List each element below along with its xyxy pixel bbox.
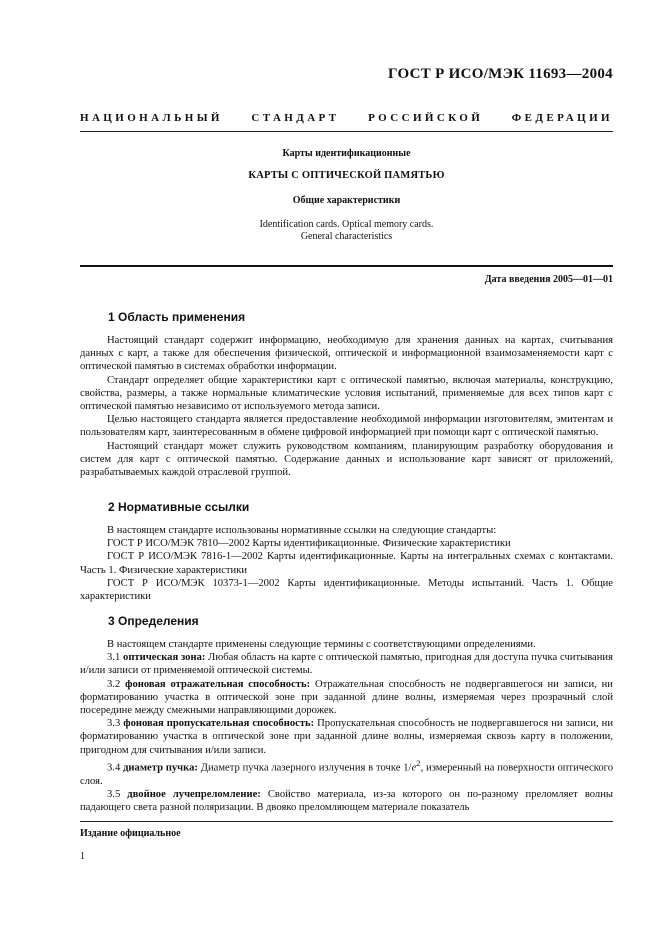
paragraph: Стандарт определяет общие характеристики карт с оптической памятью, включая материалы, конструкцию, свойства, размеры, а также нормальные климатические условия испытаний, применяемые для всех типов карт с оптической памятью независимо от используемого метода записи. <box>80 374 613 413</box>
national-standard-banner: НАЦИОНАЛЬНЫЙ СТАНДАРТ РОССИЙСКОЙ ФЕДЕРАЦИИ <box>80 112 613 124</box>
paragraph: Настоящий стандарт может служить руководством компаниям, планирующим разработку оборудования и систем для карт с оптической памятью. Содержание данных и использование карт зависят от приложений, разрабатываемых каждой отраслевой группой. <box>80 440 613 479</box>
section-2-heading: 2 Нормативные ссылки <box>108 500 250 514</box>
reference-item: ГОСТ Р ИСО/МЭК 7810—2002 Карты идентификационные. Физические характеристики <box>107 538 511 550</box>
paragraph: Целью настоящего стандарта является предоставление необходимой информации изготовителям, эмитентам и пользователям карт, заинтересованным в обмене цифровой информацией при помощи карт с оптической памятью. <box>80 414 613 439</box>
section-2-body <box>80 524 613 603</box>
english-title-line-1: Identification cards. Optical memory cards. <box>259 219 434 230</box>
section-3-heading: 3 Определения <box>108 614 199 628</box>
definition-term: диаметр пучка: <box>123 762 198 774</box>
definition-number: 3.5 <box>107 788 121 800</box>
title-rule <box>80 265 613 267</box>
definition-number: 3.4 <box>107 762 121 774</box>
definition-text: Отражательная способность не подвергавшегося ни записи, ни форматированию участка в оптической зоне при заданной длине волны, измеряемая через прозрачный слой посередине между смежными направляющими дорожек. <box>80 678 613 717</box>
footer-rule <box>80 821 613 822</box>
section-1-body <box>80 334 613 479</box>
paragraph: В настоящем стандарте использованы нормативные ссылки на следующие стандарты: <box>107 525 497 536</box>
gost-code: ГОСТ Р ИСО/МЭК 11693—2004 <box>388 66 613 82</box>
definition-item <box>80 651 613 677</box>
definition-number: 3.1 <box>107 652 121 664</box>
english-title <box>80 219 613 243</box>
definition-term: оптическая зона: <box>123 652 206 664</box>
paragraph: Настоящий стандарт содержит информацию, необходимую для хранения данных на картах, считывания данных с карт, а также для обеспечения физической, оптической и информационной взаимозаменяемости карт с оптической памятью в системах обработки информации. <box>80 335 613 373</box>
english-title-line-2: General characteristics <box>300 231 393 242</box>
section-3-body <box>80 638 613 814</box>
definition-text-cont: , измеренный на поверхности оптического слоя. <box>80 762 614 787</box>
definition-term: двойное лучепреломление: <box>127 788 261 800</box>
intro-date: Дата введения 2005—01—01 <box>484 274 613 285</box>
edition-label: Издание официальное <box>80 828 181 839</box>
definition-text: Диаметр пучка лазерного излучения в точке 1/ <box>200 762 412 774</box>
definition-item <box>80 678 613 718</box>
definition-item <box>80 788 613 814</box>
header-rule <box>80 131 613 132</box>
math-e: e <box>411 762 417 774</box>
section-1-heading: 1 Область применения <box>108 310 246 324</box>
reference-item: ГОСТ Р ИСО/МЭК 7816-1—2002 Карты идентификационные. Карты на интегральных схемах с контактами. Часть 1. Физические характеристики <box>80 551 613 576</box>
definition-item <box>80 757 613 788</box>
definition-term: фоновая отражательная способность: <box>125 678 311 690</box>
reference-item: ГОСТ Р ИСО/МЭК 10373-1—2002 Карты идентификационные. Методы испытаний. Часть 1. Общие характеристики <box>80 577 613 603</box>
definition-number: 3.2 <box>107 678 121 690</box>
document-subtitle: Общие характеристики <box>292 195 401 206</box>
definition-term: фоновая пропускательная способность: <box>123 718 315 730</box>
page-number: 1 <box>80 851 85 862</box>
definition-text: Свойство материала, из-за которого он по-разному преломляет волны падающего света разной поляризации. В двояко преломляющем материале показатель <box>80 788 613 813</box>
math-exponent: 2 <box>416 757 421 768</box>
series-title: Карты идентификационные <box>282 148 411 159</box>
paragraph: В настоящем стандарте применены следующие термины с соответствующими определениями. <box>107 639 536 650</box>
definition-item <box>80 717 613 757</box>
definition-number: 3.3 <box>107 718 121 730</box>
definition-text: Пропускательная способность не подвергавшегося ни записи, ни форматированию участка в оптической зоне при заданной длине волны, измеряемая сквозь карту в положении, пригодном для считывания и/или записи. <box>80 718 613 756</box>
definition-text: Любая область на карте с оптической памятью, пригодная для доступа пучка считывания и/или записи от применяемой оптической системы. <box>80 652 613 677</box>
document-title: КАРТЫ С ОПТИЧЕСКОЙ ПАМЯТЬЮ <box>248 170 445 181</box>
